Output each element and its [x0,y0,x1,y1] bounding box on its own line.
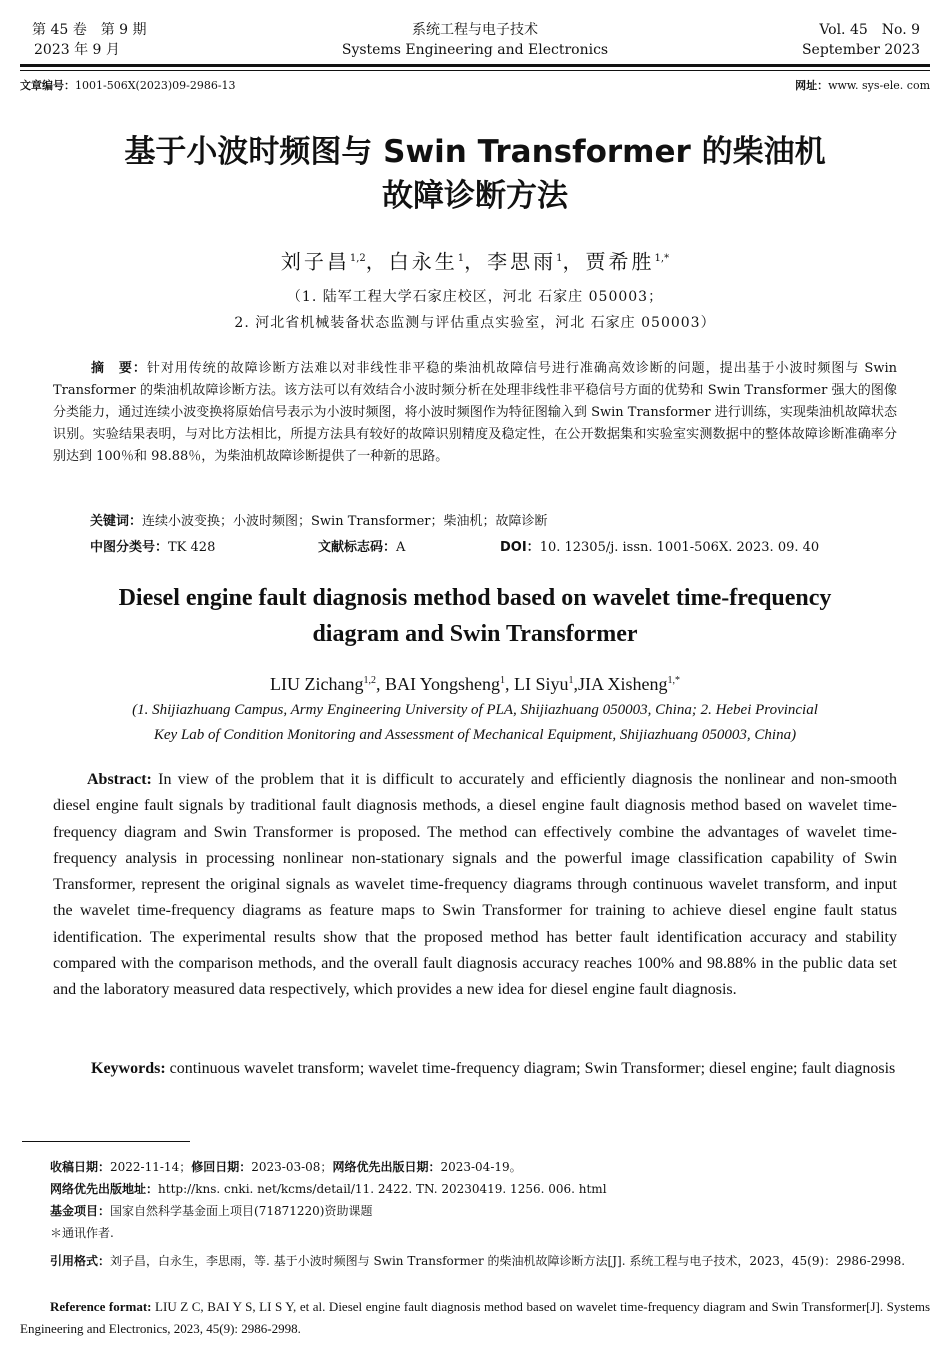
abstract-en [53,767,897,1004]
doi [500,538,819,558]
author-separator: ， [562,249,586,274]
paper-title-cn-line1: 基于小波时频图与 Swin Transformer 的柴油机 [124,134,826,170]
affiliation-en-line2: Key Lab of Condition Monitoring and Assessment of Mechanical Equipment, Shijiazhuang 050003, China) [153,727,797,743]
reference-label: Reference format: [50,1299,152,1314]
author-affil-sup: 1,* [654,253,670,264]
header-rule-thick [20,64,930,67]
author-affil-sup: 1 [568,675,574,686]
author-cn: 李思雨 [487,249,557,274]
author-affil-sup: 1,2 [349,253,366,264]
article-number-value: 1001-506X(2023)09-2986-13 [75,79,236,92]
journal-name-en: Systems Engineering and Electronics [341,42,609,58]
keywords-cn-text: 连续小波变换；小波时频图；Swin Transformer；柴油机；故障诊断 [142,514,548,529]
citation-label: 引用格式： [50,1254,111,1268]
journal-name [300,20,650,60]
keywords-en [53,1056,897,1082]
doi-label: DOI： [500,540,540,555]
affiliations-cn [40,284,910,336]
revised-label: 修回日期： [191,1160,252,1174]
keywords-cn-label: 关键词： [90,514,143,529]
received-label: 收稿日期： [50,1160,111,1174]
date-en: September 2023 [801,42,920,58]
author-en: JIA Xisheng [578,674,668,694]
journal-name-cn: 系统工程与电子技术 [412,22,538,38]
authors-en: LIU Zichang$^{1,2}$, BAI Yongsheng$^1$, LI Siyu$^1$,JIA Xisheng$^{1,*}$ [269,674,680,694]
keywords-en-label: Keywords: [91,1060,166,1077]
document-code-label: 文献标志码： [318,540,397,555]
volume-issue-en: Vol. 45 No. 9 [819,22,920,38]
author-affil-sup: 1 [457,253,465,264]
clc-code [90,538,215,558]
footnote-dates [20,1156,930,1244]
clc-value: TK 428 [168,540,216,555]
affiliation-cn-line2: 2. 河北省机械装备状态监测与评估重点实验室，河北 石家庄 050003） [234,315,716,331]
article-number-label: 文章编号： [20,79,75,92]
corresponding-author-note: ＊通讯作者. [50,1226,114,1240]
author-cn: 刘子昌 [280,249,350,274]
abstract-cn-text: 针对用传统的故障诊断方法难以对非线性非平稳的柴油机故障信号进行准确高效诊断的问题，提出基于小波时频图与 Swin Transformer 的柴油机故障诊断方法。该方法可以有效结合小波时频分析在处理非线性非平稳信号方面的优势和 Swin Transformer 强大的图像分类能力，通过连续小波变换将原始信号表示为小波时频图，将小波时频图作为特征图输入到 Swin Transformer 进行训练，实现柴油机故障状态识别。实验结果表明，与对比方法相比，所提方法具有较好的故障识别精度及稳定性，在公开数据集和实验室实测数据中的整体故障诊断准确率分别达到 100％和 98.88％，为柴油机故障诊断提供了一种新的思路。 [53,361,897,464]
paper-title-cn [40,130,910,218]
paper-title-en-line1: Diesel engine fault diagnosis method based on wavelet time-frequency [118,585,832,611]
author-affil-sup: 1,2 [363,675,376,686]
author-cn: 白永生 [388,249,458,274]
citation-format-cn [20,1250,930,1272]
citation-text: 刘子昌，白永生，李思雨，等. 基于小波时频图与 Swin Transformer 的柴油机故障诊断方法[J]. 系统工程与电子技术，2023，45(9)：2986-2998. [110,1254,906,1268]
author-affil-sup: 1 [499,675,505,686]
classification-row [90,538,897,558]
online-label: 网络优先出版日期： [332,1160,441,1174]
journal-url-value[interactable]: www. sys-ele. com [828,79,930,92]
paper-title-en-line2: diagram and Swin Transformer [312,621,638,647]
abstract-en-label: Abstract: [87,771,152,788]
journal-url [795,78,930,94]
online-url[interactable]: http://kns. cnki. net/kcms/detail/11. 2422. TN. 20230419. 1256. 006. html [158,1182,607,1196]
keywords-cn [90,512,897,532]
fund-label: 基金项目： [50,1204,111,1218]
paper-title-cn-line2: 故障诊断方法 [382,178,568,214]
revised-date: 2023-03-08； [251,1160,333,1174]
document-code [318,538,405,558]
clc-label: 中图分类号： [90,540,169,555]
keywords-en-text: continuous wavelet transform; wavelet time-frequency diagram; Swin Transformer; diesel engine; fault diagnosis [169,1060,896,1077]
abstract-cn [53,358,897,468]
journal-volume-issue [32,20,232,60]
author-separator: ， [365,249,389,274]
author-en: BAI Yongsheng [384,674,500,694]
online-url-label: 网络优先出版地址： [50,1182,159,1196]
header-rule-thin [20,70,930,71]
footnote-rule [22,1141,190,1142]
abstract-cn-label: 摘 要： [90,361,147,376]
affiliation-en-line1: (1. Shijiazhuang Campus, Army Engineering University of PLA, Shijiazhuang 050003, China; 2. Hebei Provincial [132,702,818,718]
paper-title-en [40,580,910,652]
fund-text: 国家自然科学基金面上项目(71871220)资助课题 [110,1204,373,1218]
document-code-value: A [396,540,406,555]
journal-url-label: 网址： [795,79,829,92]
online-date: 2023-04-19。 [440,1160,522,1174]
author-affil-sup: 1 [556,253,563,264]
doi-value[interactable]: 10. 12305/j. issn. 1001-506X. 2023. 09. 40 [539,540,820,555]
date-cn: 2023 年 9 月 [34,42,120,58]
author-separator: ， [464,249,488,274]
reference-format-en [20,1296,930,1340]
volume-issue-cn: 第 45 卷 第 9 期 [32,22,147,38]
authors-cn [40,244,910,277]
author-cn: 贾希胜 [585,249,655,274]
author-en: LI Siyu [513,674,569,694]
affiliation-cn-line1: （1. 陆军工程大学石家庄校区，河北 石家庄 050003； [286,289,664,305]
journal-volume-en [720,20,920,60]
abstract-en-text: In view of the problem that it is difficult to accurately and efficiently diagnosis the nonlinear and non-smooth diesel engine fault signals by traditional fault diagnosis methods, a diesel engine fault diagnosis method based on wavelet time-frequency diagram and Swin Transformer is proposed. The method can effectively combine the advantages of wavelet time-frequency analysis in processing nonlinear non-stationary signals and the powerful image classification capability of Swin Transformer, represent the original signals as wavelet time-frequency diagrams through continuous wavelet transform, and input the wavelet time-frequency diagrams as feature maps to Swin Transformer for training to achieve diesel engine fault status identification. The experimental results show that the proposed method has better fault identification accuracy and stability compared with the comparison methods, and the overall fault diagnosis accuracy reaches 100% and 98.88% in the public data set and the laboratory measured data respectively, which provides a new idea for diesel engine fault diagnosis. [53,771,897,999]
affiliations-en [30,698,920,748]
author-affil-sup: 1,* [667,675,680,686]
article-number [20,78,236,94]
author-en: LIU Zichang [269,674,364,694]
received-date: 2022-11-14； [110,1160,192,1174]
reference-text: LIU Z C, BAI Y S, LI S Y, et al. Diesel engine fault diagnosis method based on wavelet time-frequency diagram and Swin Transformer[J]. Systems Engineering and Electronics, 2023, 45(9): 2986-2998. [20,1299,931,1336]
